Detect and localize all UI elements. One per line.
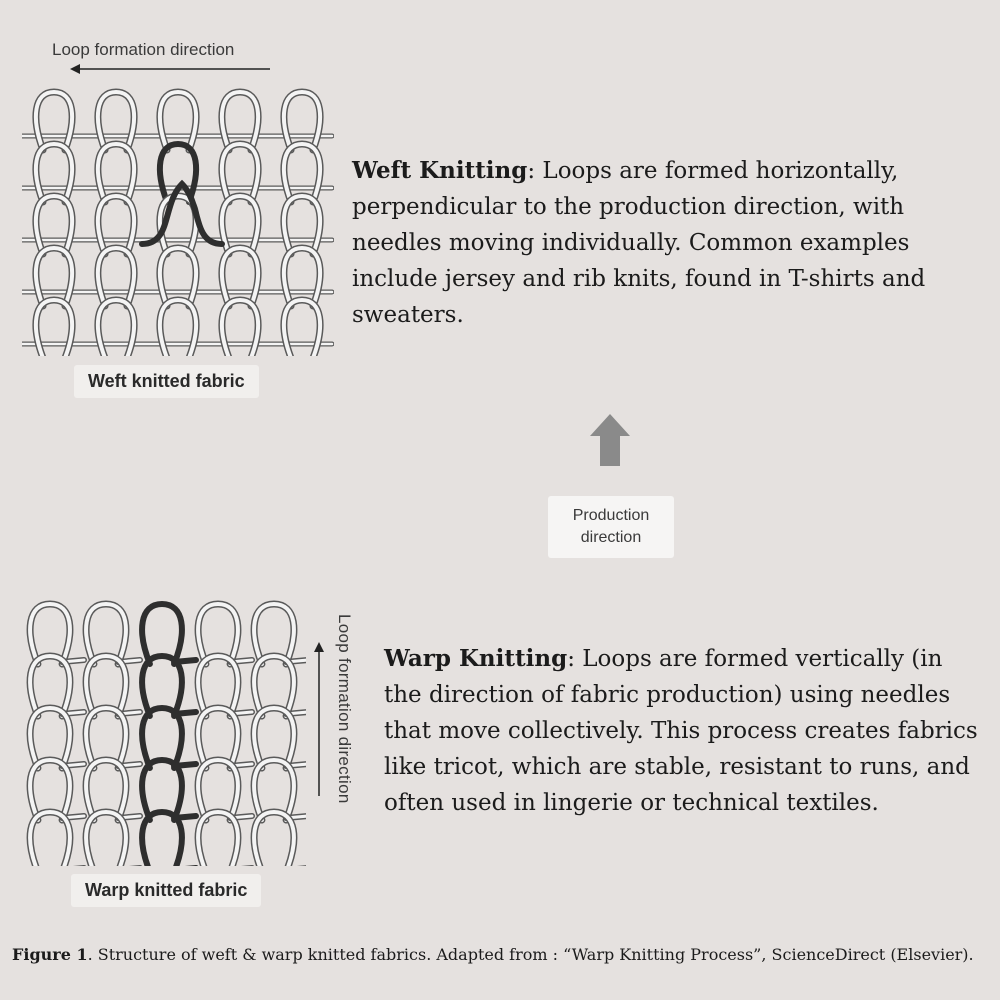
warp-loop [142,812,182,866]
weft-description-text: : Loops are formed horizontally, perpendicular to the production direction, with needles moving individually. Common examples include jersey and rib knits, found in T-shirts and sweaters. [352,158,926,328]
weft-knit-diagram [22,84,334,356]
weft-description [352,153,952,333]
left-arrow-icon [70,62,272,76]
weft-loop-fill [160,300,196,356]
production-direction-line1: Production [572,507,650,524]
weft-loop-fill [36,300,72,356]
weft-loop-fill [222,300,258,356]
figure-label: Figure 1 [12,945,88,964]
production-direction-line2: direction [580,529,642,546]
warp-title: Warp Knitting [384,645,568,672]
weft-loop-direction-label: Loop formation direction [52,40,235,59]
weft-fabric-caption: Weft knitted fabric [74,365,259,398]
warp-description-text: : Loops are formed vertically (in the direction of fabric production) using needles that move collectively. This process creates fabrics like tricot, which are stable, resistant to runs, and often used in lingerie or technical textiles. [384,646,978,816]
production-direction-box [548,496,674,558]
weft-loop-fill [284,300,320,356]
warp-loop-direction-label: Loop formation direction [335,614,354,804]
weft-loop-fill [98,300,134,356]
figure-caption-text: . Structure of weft & warp knitted fabrics. Adapted from : “Warp Knitting Process”, ScienceDirect (Elsevier). [87,945,974,964]
up-arrow-icon [588,414,632,468]
warp-description [384,641,984,821]
vertical-arrow-icon [312,642,326,798]
warp-knit-diagram [16,598,306,866]
warp-fabric-caption: Warp knitted fabric [71,874,261,907]
figure-caption [12,945,974,964]
weft-title: Weft Knitting [352,157,528,184]
